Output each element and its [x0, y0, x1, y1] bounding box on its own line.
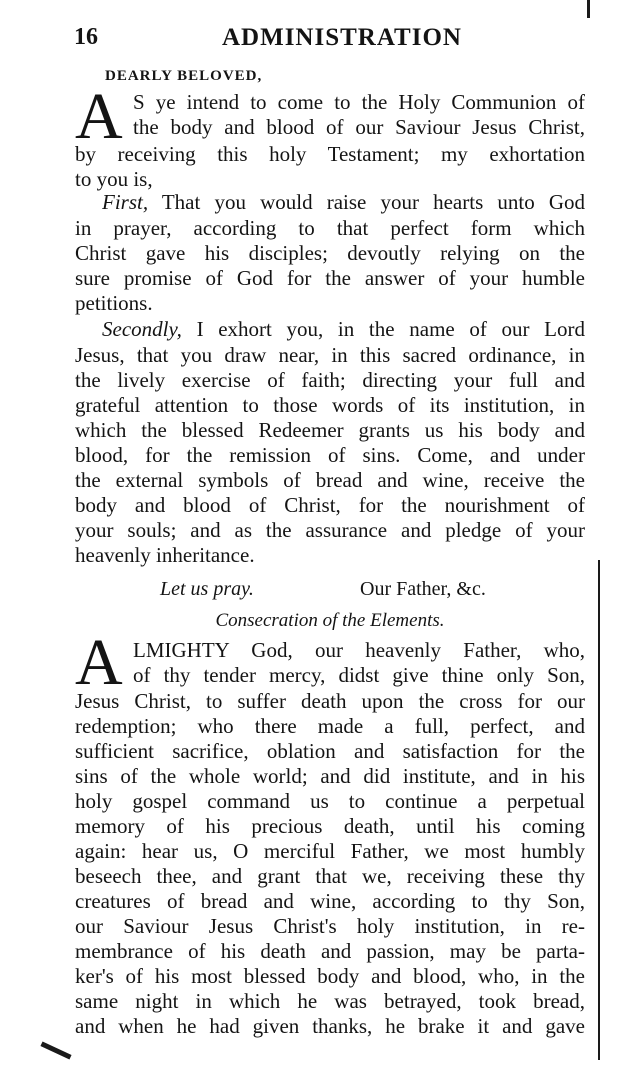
text-line: Jesus Christ, to suffer death upon the cross for our — [75, 689, 585, 713]
scan-smudge — [40, 1041, 71, 1059]
exhortation-paragraph — [75, 68, 590, 193]
text-line: the external symbols of bread and wine, receive the — [75, 468, 585, 492]
drop-cap: A — [75, 626, 123, 699]
text-line: body and blood of Christ, for the nourishment of — [75, 493, 585, 517]
text-line: again: hear us, O merciful Father, we most humbly — [75, 839, 585, 863]
text-line: ker's of his most blessed body and blood, who, in the — [75, 964, 585, 988]
text-line: sins of the whole world; and did institute, and in his — [75, 764, 585, 788]
text-line: same night in which he was betrayed, took bread, — [75, 989, 585, 1013]
text-line: Christ gave his disciples; devoutly relying on the — [75, 241, 585, 265]
text-line: sure promise of God for the answer of your humble — [75, 266, 585, 290]
first-paragraph — [75, 190, 590, 320]
secondly-lead: Secondly, — [102, 317, 182, 341]
our-father: Our Father, &c. — [360, 578, 486, 600]
running-title: ADMINISTRATION — [222, 24, 462, 51]
text-line: petitions. — [75, 291, 153, 315]
text-line: memory of his precious death, until his coming — [75, 814, 585, 838]
prayer-call — [75, 578, 590, 606]
text-line: blood, for the remission of sins. Come, and under — [75, 443, 585, 467]
text-line: Jesus, that you draw near, in this sacred ordinance, in — [75, 343, 585, 367]
first-lead: First, — [102, 190, 149, 214]
text-line: your souls; and as the assurance and pledge of your — [75, 518, 585, 542]
first-line-text: That you would raise your hearts unto God — [161, 190, 585, 214]
text-line: holy gospel command us to continue a perpetual — [75, 789, 585, 813]
consecration-section — [75, 610, 590, 1040]
text-line: and when he had given thanks, he brake it and gave — [75, 1014, 585, 1038]
text-line: of thy tender mercy, didst give thine only Son, — [133, 663, 585, 687]
text-line: redemption; who there made a full, perfect, and — [75, 714, 585, 738]
text-line: the lively exercise of faith; directing your full and — [75, 368, 585, 392]
text-line: grateful attention to those words of its institution, in — [75, 393, 585, 417]
secondly-line-text: I exhort you, in the name of our Lord — [196, 317, 585, 341]
text-line: beseech thee, and grant that we, receiving these thy — [75, 864, 585, 888]
text-line: to you is, — [75, 167, 153, 191]
secondly-paragraph — [75, 317, 590, 572]
scan-margin-line — [598, 560, 600, 1060]
text-line: sufficient sacrifice, oblation and satisfaction for the — [75, 739, 585, 763]
text-line: membrance of his death and passion, may be parta- — [75, 939, 585, 963]
text-line: in prayer, according to that perfect form which — [75, 216, 585, 240]
page-number: 16 — [74, 24, 98, 50]
text-line: heavenly inheritance. — [75, 543, 255, 567]
text-line: our Saviour Jesus Christ's holy institution, in re- — [75, 914, 585, 938]
section-title: Consecration of the Elements. — [215, 610, 445, 631]
let-us-pray: Let us pray. — [160, 578, 254, 600]
salutation: DEARLY BELOVED, — [105, 68, 263, 84]
drop-cap: A — [75, 80, 123, 153]
page-header — [72, 24, 592, 58]
scan-mark — [587, 0, 590, 18]
text-line: the body and blood of our Saviour Jesus Christ, — [133, 115, 585, 139]
text-line: by receiving this holy Testament; my exhortation — [75, 142, 585, 166]
text-line: LMIGHTY God, our heavenly Father, who, — [133, 638, 585, 662]
text-line: which the blessed Redeemer grants us his body and — [75, 418, 585, 442]
text-line: S ye intend to come to the Holy Communion of — [133, 90, 585, 114]
text-line: creatures of bread and wine, according to thy Son, — [75, 889, 585, 913]
